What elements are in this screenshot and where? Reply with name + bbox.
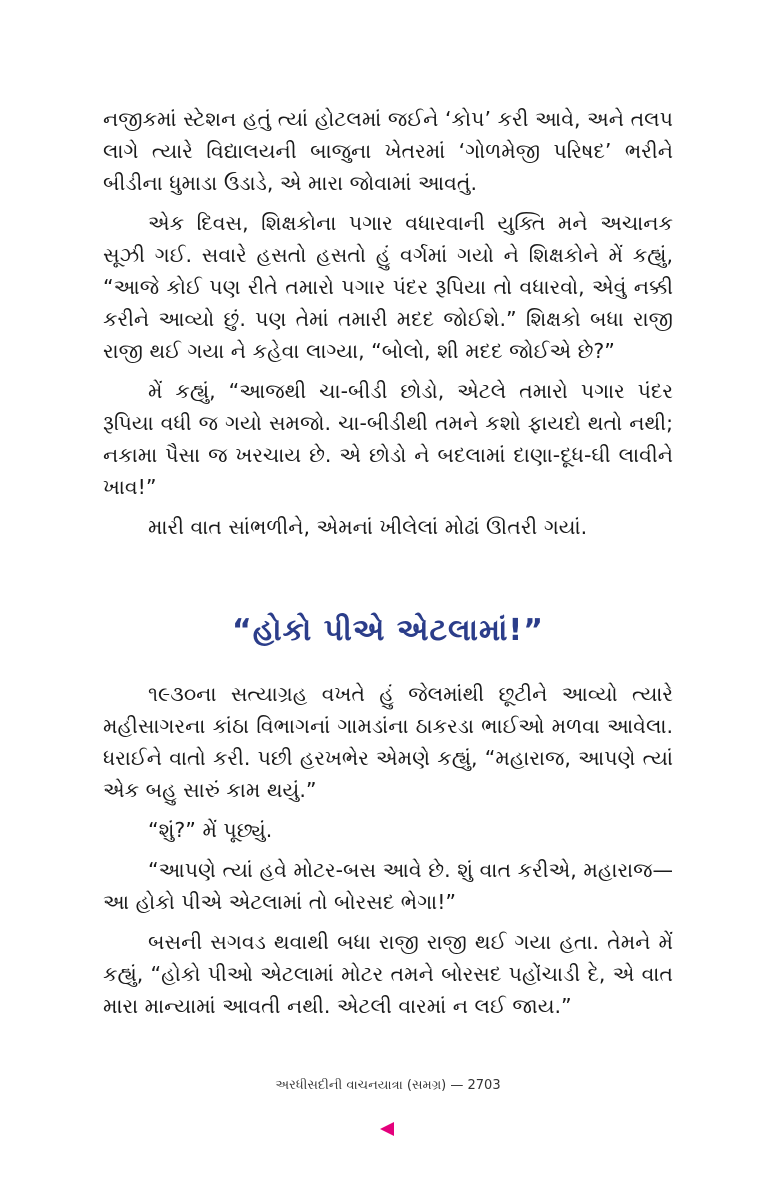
section-heading: “હોકો પીએ એટલામાં!” (232, 613, 544, 648)
triangle-left-icon[interactable] (380, 1122, 394, 1136)
paragraph: એક દિવસ, શિક્ષકોના પગાર વધારવાની યુક્તિ મને અચાનક સૂઝી ગઈ. સવારે હસતો હસતો હું વર્ગમાં ગયો ને શિક્ષકોને મેં કહ્યું, “આજે કોઈ પણ રીતે તમારો પગાર પંદર રૂપિયા તો વધારવો, એવું નક્કી કરીને આવ્યો છું. પણ તેમાં તમારી મદદ જોઈશે.” શિક્ષકો બધા રાજી રાજી થઈ ગયા ને કહેવા લાગ્યા, “બોલો, શી મદદ જોઈએ છે?” (103, 211, 673, 363)
section-2-body (103, 678, 673, 1030)
paragraph: નજીકમાં સ્ટેશન હતું ત્યાં હોટલમાં જઈને ‘કોપ’ કરી આવે, અને તલપ લાગે ત્યારે વિદ્યાલયની બાજુના ખેતરમાં ‘ગોળમેજી પરિષદ’ ભરીને બીડીના ધુમાડા ઉડાડે, એ મારા જોવામાં આવતું. (103, 107, 673, 195)
page-footer: અરધીસદીની વાચનયાત્રા (સમગ્ર) — 2703 (275, 1078, 501, 1093)
paragraph: બસની સગવડ થવાથી બધા રાજી રાજી થઈ ગયા હતા. તેમને મેં કહ્યું, “હોકો પીઓ એટલામાં મોટર તમને બોરસદ પહોંચાડી દે, એ વાત મારા માન્યામાં આવતી નથી. એટલી વારમાં ન લઈ જાય.” (103, 930, 673, 1018)
paragraph: “શું?” મેં પૂછ્યું. (148, 818, 273, 842)
paragraph: મારી વાત સાંભળીને, એમનાં ખીલેલાં મોઢાં ઊતરી ગયાં. (148, 515, 588, 539)
paragraph: મેં કહ્યું, “આજથી ચા-બીડી છોડો, એટલે તમારો પગાર પંદર રૂપિયા વધી જ ગયો સમજો. ચા-બીડીથી તમને કશો ફાયદો થતો નથી; નકામા પૈસા જ ખરચાય છે. એ છોડો ને બદલામાં દાણા-દૂધ-ઘી લાવીને ખાવ!” (103, 379, 673, 499)
paragraph: “આપણે ત્યાં હવે મોટર-બસ આવે છે. શું વાત કરીએ, મહારાજ—આ હોકો પીએ એટલામાં તો બોરસદ ભેગા!” (103, 858, 673, 914)
section-1-body (103, 103, 673, 551)
paragraph: ૧૯૩૦ના સત્યાગ્રહ વખતે હું જેલમાંથી છૂટીને આવ્યો ત્યારે મહીસાગરના કાંઠા વિભાગનાં ગામડાંના ઠાકરડા ભાઈઓ મળવા આવેલા. ધરાઈને વાતો કરી. પછી હરખભેર એમણે કહ્યું, “મહારાજ, આપણે ત્યાં એક બહુ સારું કામ થયું.” (103, 682, 673, 802)
